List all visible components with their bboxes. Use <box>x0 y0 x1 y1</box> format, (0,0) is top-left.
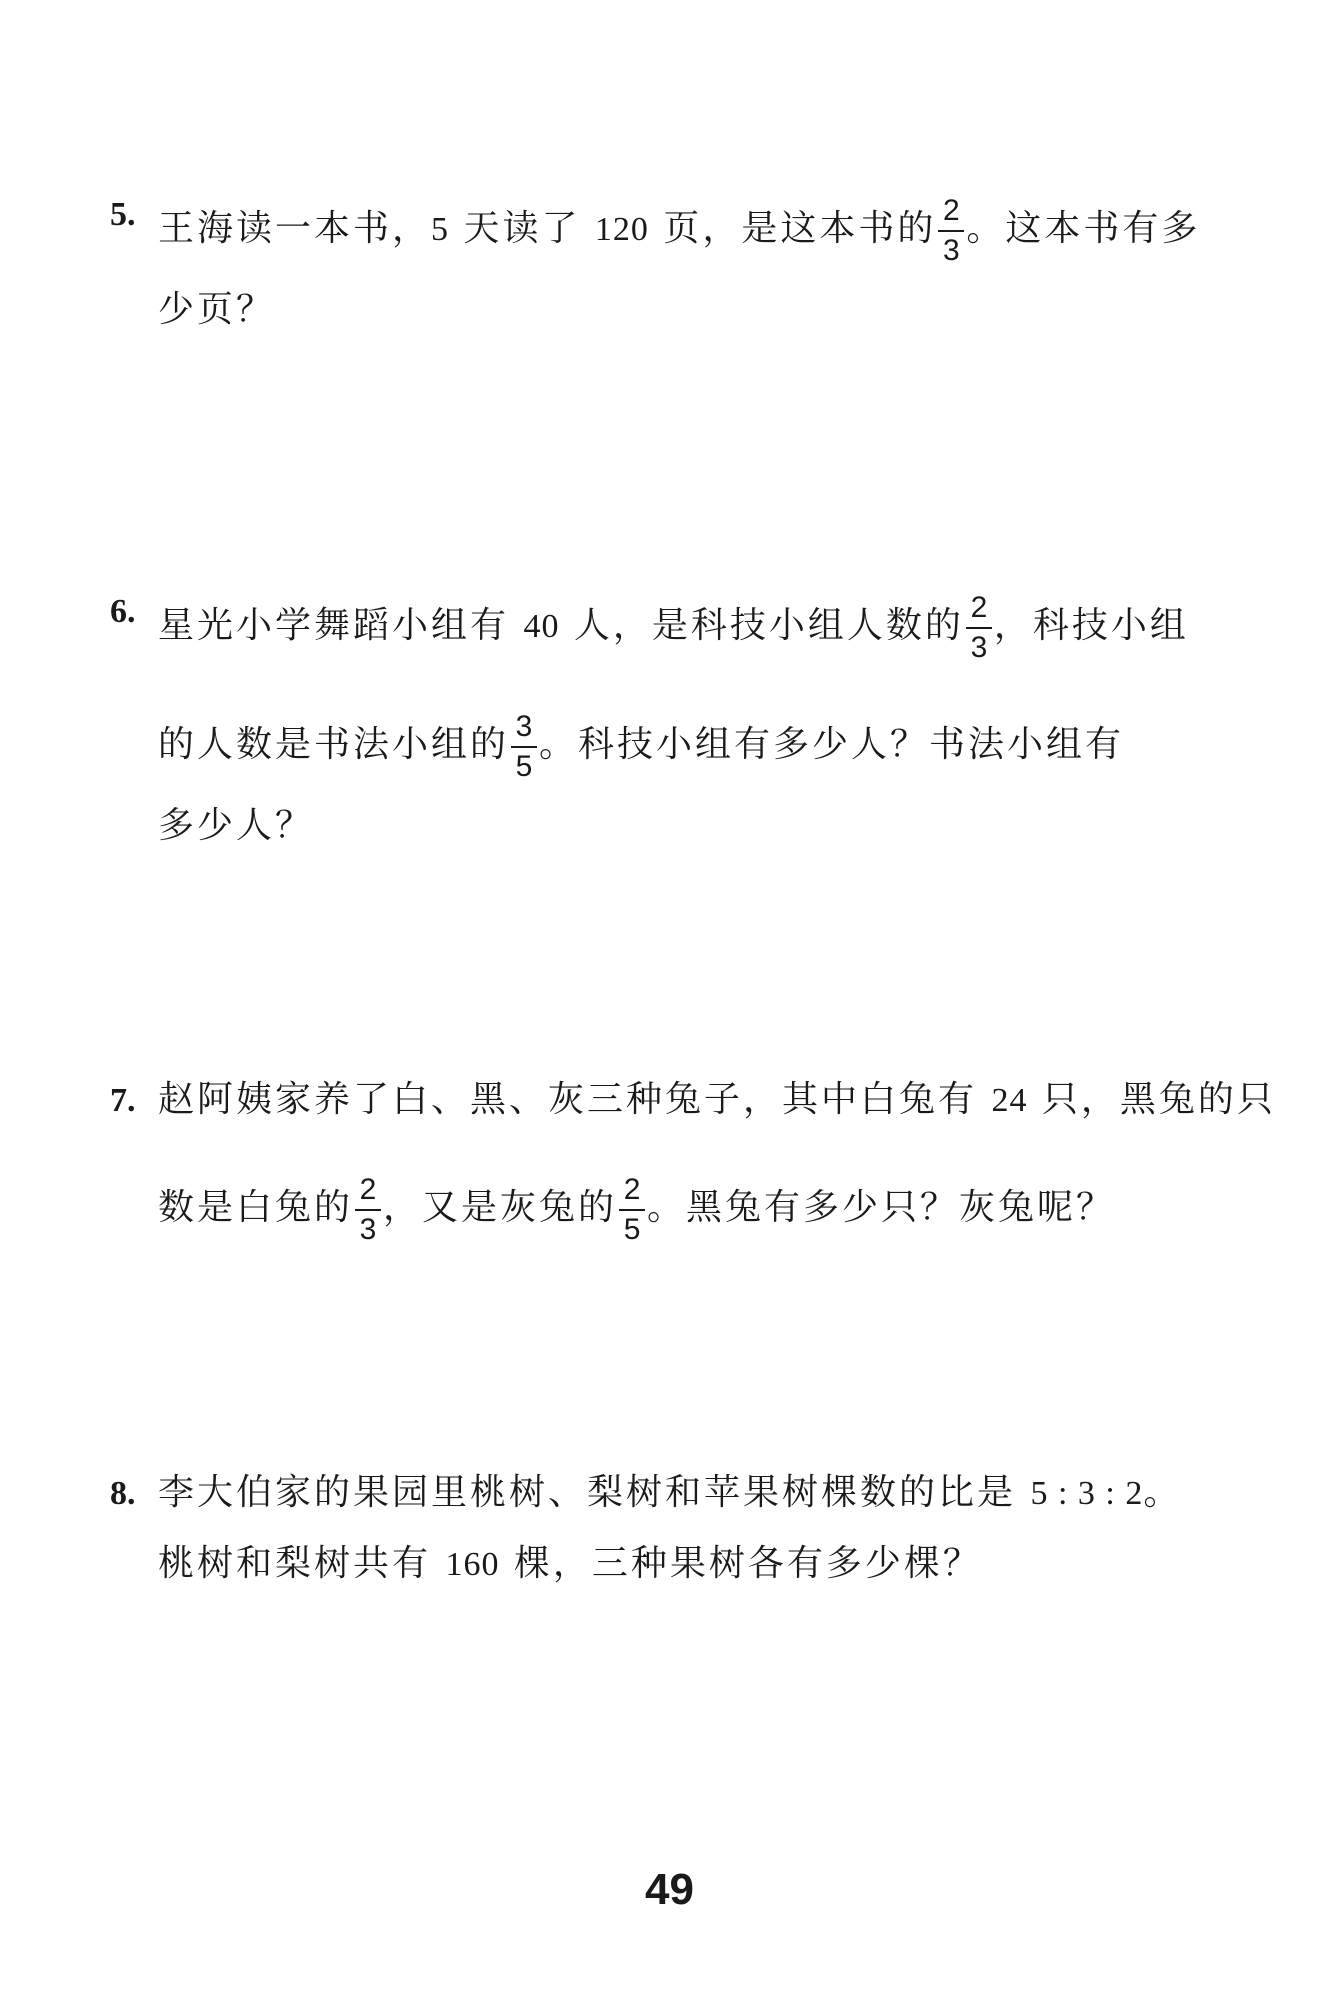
problem-6-line-2 <box>158 712 1124 782</box>
text: 天读了 <box>449 208 595 249</box>
text: 桃树和梨树共有 <box>158 1543 446 1584</box>
text: ，科技小组 <box>993 605 1189 646</box>
text: 数是白兔的 <box>158 1187 354 1228</box>
text: 李大伯家的果园里桃树、梨树和苹果树棵数的比是 <box>158 1472 1031 1513</box>
text: 少页？ <box>158 289 276 330</box>
text: 页，是这本书的 <box>648 208 937 249</box>
fraction <box>938 196 964 266</box>
fraction-denominator: 5 <box>623 1213 641 1246</box>
page-number: 49 <box>645 1865 694 1914</box>
ratio-text: 5 : 3 : 2 <box>1030 1475 1144 1512</box>
problem-7-line-1 <box>158 1079 1276 1120</box>
fraction <box>619 1175 645 1245</box>
problem-8-number: 8. <box>110 1475 136 1512</box>
text: 星光小学舞蹈小组有 <box>158 605 524 646</box>
text: 。 <box>1143 1472 1183 1513</box>
problem-6-line-1 <box>158 593 1189 663</box>
number-text: 24 <box>991 1082 1028 1119</box>
fraction-numerator: 2 <box>943 194 960 227</box>
text: 棵，三种果树各有多少棵？ <box>499 1543 982 1584</box>
number-text: 5 <box>431 211 450 248</box>
text: 。科技小组有多少人？书法小组有 <box>539 724 1125 765</box>
fraction-denominator: 3 <box>970 631 988 664</box>
problem-8-line-2 <box>158 1543 982 1584</box>
fraction-denominator: 5 <box>515 750 533 783</box>
fraction <box>511 712 537 782</box>
text: 多少人？ <box>158 805 315 846</box>
fraction-denominator: 3 <box>943 234 960 267</box>
number-text: 120 <box>594 211 649 248</box>
problem-5-line-1 <box>158 196 1200 266</box>
text: 。这本书有多 <box>966 208 1201 249</box>
problem-5-number: 5. <box>110 196 136 233</box>
problem-6-line-3 <box>158 805 315 846</box>
fraction <box>966 593 992 663</box>
text: 赵阿姨家养了白、黑、灰三种兔子，其中白兔有 <box>158 1079 992 1120</box>
problem-7-number: 7. <box>110 1082 136 1119</box>
problem-7-line-2 <box>158 1175 1115 1245</box>
problem-6-number: 6. <box>110 593 136 630</box>
text: 只，黑兔的只 <box>1027 1079 1276 1120</box>
fraction-numerator: 2 <box>623 1173 641 1206</box>
number-text: 160 <box>445 1546 500 1583</box>
text: ，又是灰兔的 <box>383 1187 618 1228</box>
number-text: 40 <box>523 608 560 645</box>
fraction-denominator: 3 <box>359 1213 377 1246</box>
text: 的人数是书法小组的 <box>158 724 510 765</box>
text: 。黑兔有多少只？灰兔呢？ <box>647 1187 1116 1228</box>
problem-8-line-1 <box>158 1472 1183 1513</box>
text: 王海读一本书， <box>158 208 432 249</box>
fraction <box>355 1175 381 1245</box>
fraction-numerator: 2 <box>970 591 988 624</box>
problem-5-line-2 <box>158 289 276 330</box>
text: 人，是科技小组人数的 <box>559 605 964 646</box>
fraction-numerator: 2 <box>359 1173 377 1206</box>
fraction-numerator: 3 <box>515 710 533 743</box>
